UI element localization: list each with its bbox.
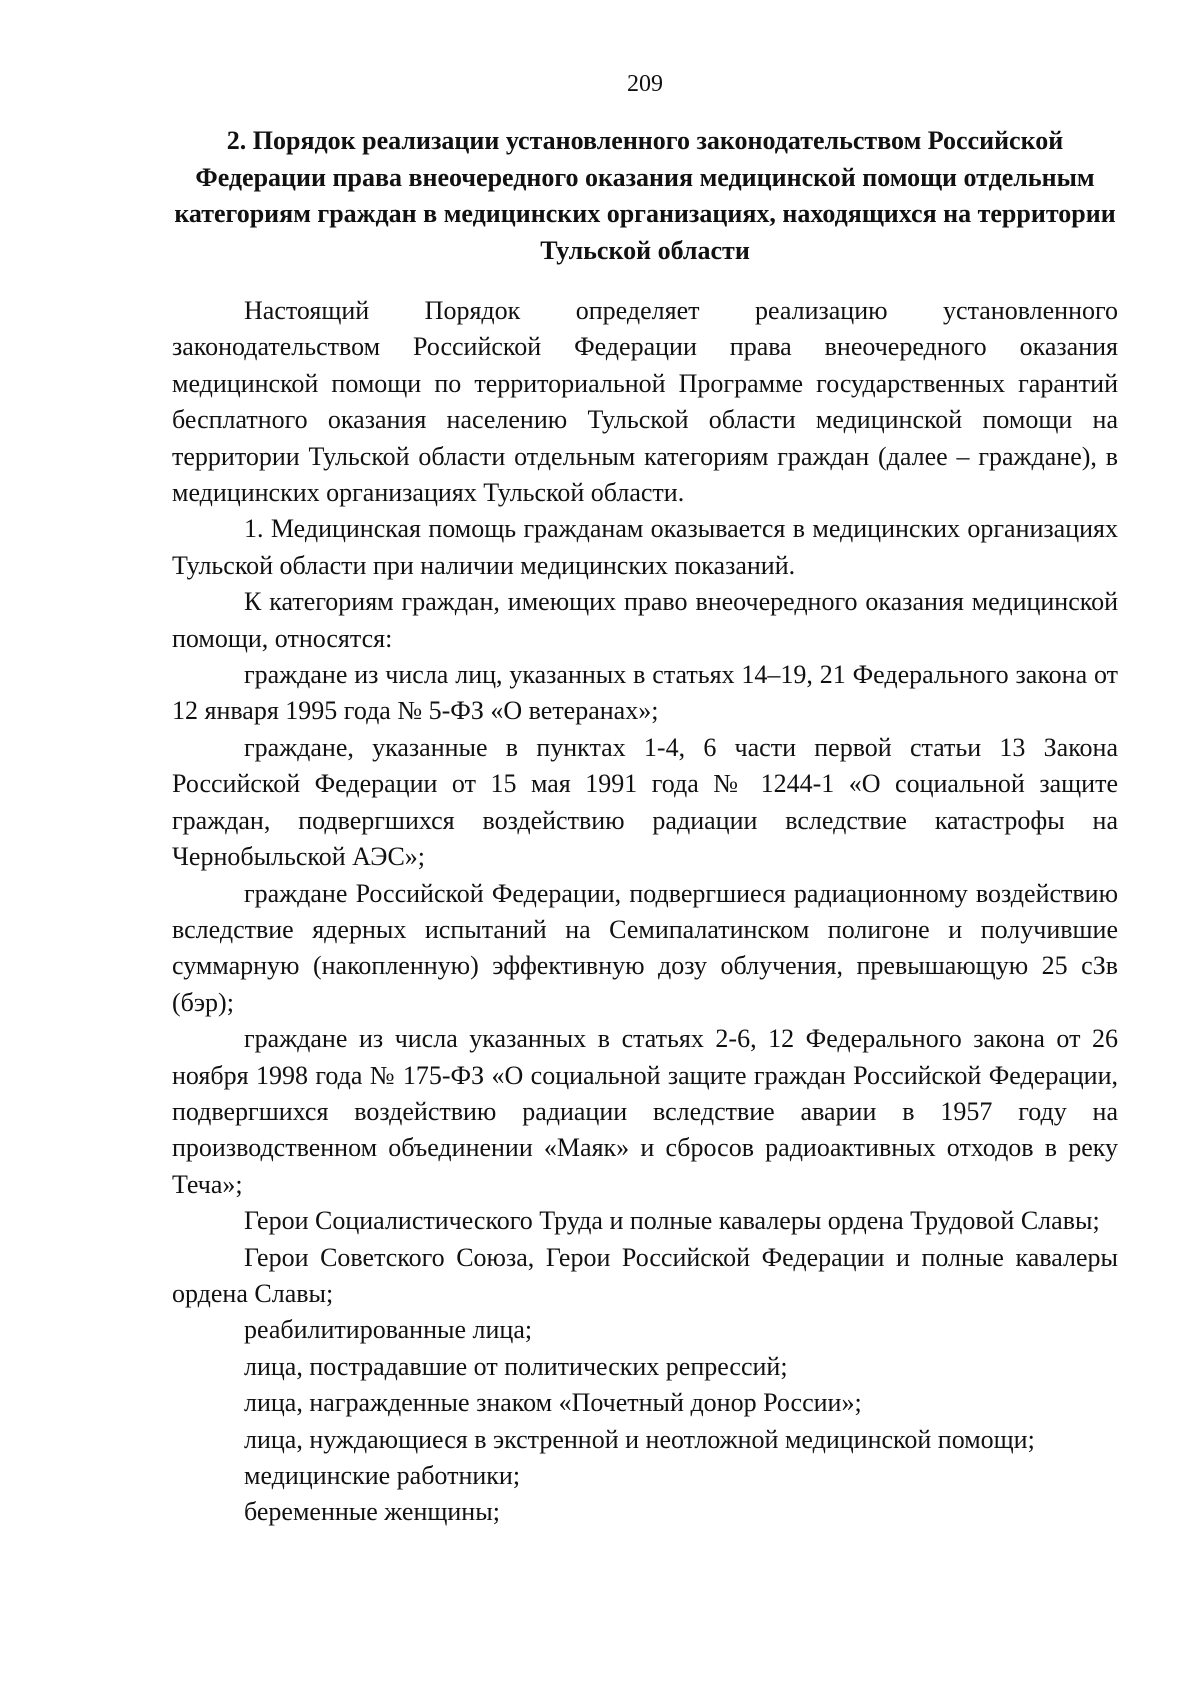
list-item-veterans: граждане из числа лиц, указанных в статьях 14–19, 21 Федерального закона от 12 января 1995 года № 5-ФЗ «О ветеранах»;: [172, 660, 1118, 726]
list-item-medical-workers: медицинские работники;: [244, 1461, 521, 1490]
list-item-emergency-care: лица, нуждающиеся в экстренной и неотложной медицинской помощи;: [244, 1424, 1035, 1454]
list-item-chernobyl: граждане, указанные в пунктах 1-4, 6 части первой статьи 13 Закона Российской Федерации от 15 мая 1991 года № 1244-1 «О социальной защите граждан, подвергшихся воздействию радиации вследствие катастрофы на Чернобыльской АЭС»;: [172, 732, 1118, 872]
list-item-mayak: граждане из числа указанных в статьях 2-6, 12 Федерального закона от 26 ноября 1998 года № 175-ФЗ «О социальной защите граждан Российской Федерации, подвергшихся воздействию радиации вследствие аварии в 1957 году на производственном объединении «Маяк» и сбросов радиоактивных отходов в реку Теча»;: [172, 1024, 1118, 1199]
paragraph-categories-intro: К категориям граждан, имеющих право внеочередного оказания медицинской помощи, относятся:: [172, 587, 1118, 653]
list-item-heroes-soviet-union: Герои Советского Союза, Герои Российской Федерации и полные кавалеры ордена Славы;: [172, 1242, 1118, 1308]
list-item-honorary-donor: лица, награжденные знаком «Почетный донор России»;: [244, 1388, 862, 1418]
list-item-repressions: лица, пострадавшие от политических репрессий;: [244, 1351, 788, 1381]
list-item-rehabilitated: реабилитированные лица;: [244, 1315, 533, 1345]
list-item-pregnant-women: беременные женщины;: [244, 1497, 500, 1527]
paragraph-item-1: 1. Медицинская помощь гражданам оказывается в медицинских организациях Тульской области при наличии медицинских показаний.: [172, 514, 1118, 580]
list-item-semipalatinsk: граждане Российской Федерации, подвергшиеся радиационному воздействию вследствие ядерных испытаний на Семипалатинском полигоне и получившие суммарную (накопленную) эффективную дозу облучения, превышающую 25 сЗв (бэр);: [172, 878, 1118, 1017]
paragraph-intro: Настоящий Порядок определяет реализацию установленного законодательством Российской Федерации права внеочередного оказания медицинской помощи по территориальной Программе государственных гарантий бесплатного оказания населению Тульской области медицинской помощи на территории Тульской области отдельным категориям граждан (далее – граждане), в медицинских организациях Тульской области.: [172, 296, 1118, 508]
section-heading: 2. Порядок реализации установленного законодательством Российской Федерации права внеочередного оказания медицинской помощи отдельным категориям граждан в медицинских организациях, находящихся на территории Тульской области: [174, 126, 1116, 265]
document-body: [172, 293, 1118, 1531]
page-number: 209: [627, 71, 663, 97]
list-item-heroes-labour: Герои Социалистического Труда и полные кавалеры ордена Трудовой Славы;: [244, 1206, 1100, 1236]
